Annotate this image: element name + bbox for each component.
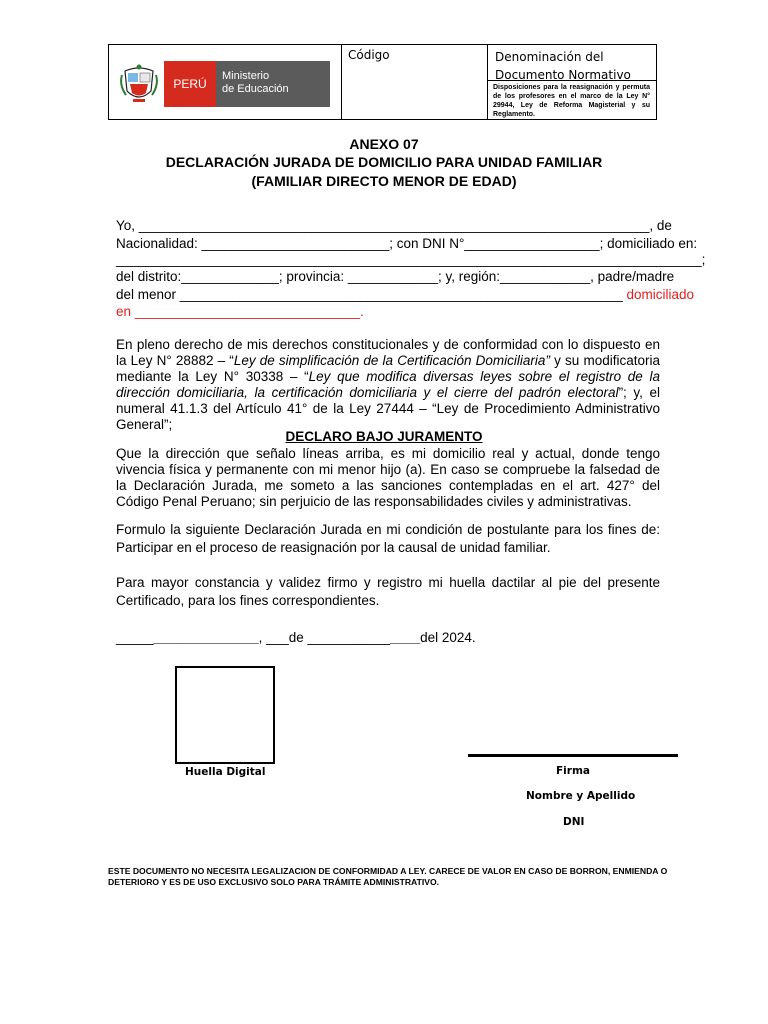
declaro-heading: DECLARO BAJO JURAMENTO: [285, 429, 483, 444]
constancia-paragraph: Para mayor constancia y validez firmo y registro mi huella dactilar al pie del presente Certificado, para los fines correspondientes.: [116, 575, 660, 608]
legal-text-3: ”; y, el numeral 41.1.3 del Artículo 41° de la Ley 27444 – “Ley de Procedimiento Administrativo General”;: [116, 385, 660, 432]
peru-label: PERÚ: [164, 61, 216, 107]
legal-law-title-2: Ley que modifica diversas leyes sobre el registro de la dirección domiciliaria, la certificación domiciliaria y el cierre del padrón electoral: [116, 369, 660, 400]
form-line-address: ______________________________________________________________________________;: [116, 252, 706, 267]
date-blank-1: _____: [116, 630, 154, 645]
minor-text: del menor ___________________________________________________________: [116, 287, 623, 302]
date-blank-4: ____: [390, 630, 421, 645]
date-line: [116, 630, 660, 646]
denomination-title: Denominación del Documento Normativo: [495, 50, 631, 82]
document-header-table: [108, 44, 657, 120]
fingerprint-box: [175, 666, 275, 764]
fingerprint-label: Huella Digital: [185, 766, 266, 778]
date-blank-3: , ___de ___________: [258, 630, 391, 645]
date-blank-2: ______________: [153, 630, 259, 645]
minedu-logo: [116, 61, 330, 107]
declaro-paragraph: Que la dirección que señalo líneas arriba, es mi domicilio real y actual, donde tengo vivencia física y permanente con mi menor hijo (a). En caso se compruebe la falsedad de la Declaración Jurada, me someto a las sanciones contempladas en el art. 427° del Código Penal Peruano; sin perjuicio de las responsabilidades civiles y administrativas.: [116, 446, 660, 509]
annex-number: ANEXO 07: [349, 136, 419, 152]
date-year: del 2024.: [420, 630, 476, 645]
form-line-domicile: en ______________________________.: [116, 304, 364, 319]
peru-coat-of-arms-icon: [116, 61, 162, 107]
document-title: DECLARACIÓN JURADA DE DOMICILIO PARA UNIDAD FAMILIAR: [165, 154, 603, 170]
document-subtitle: (FAMILIAR DIRECTO MENOR DE EDAD): [251, 173, 517, 189]
logo-cell: [109, 45, 342, 119]
dni-label: DNI: [563, 816, 585, 828]
denomination-cell: [488, 45, 656, 119]
signature-line: [468, 754, 678, 757]
legal-law-title-1: Ley de simplificación de la Certificación Domiciliaria”: [233, 353, 550, 368]
domiciled-text: domiciliado: [622, 287, 695, 302]
code-cell: [342, 45, 488, 119]
form-line-name: Yo, ____________________________________________________________________, de: [116, 218, 672, 233]
ministry-line1: Ministerio: [222, 70, 270, 82]
formulo-paragraph: Formulo la siguiente Declaración Jurada en mi condición de postulante para los fines de: Participar en el proceso de reasignación por la causal de unidad familiar.: [116, 522, 660, 555]
code-label: Código: [348, 48, 390, 62]
form-line-district: del distrito:_____________; provincia: ____________; y, región:____________, padre/madre: [116, 269, 675, 284]
ministry-line2: de Educación: [222, 83, 289, 95]
footer-disclaimer: ESTE DOCUMENTO NO NECESITA LEGALIZACION DE CONFORMIDAD A LEY. CARECE DE VALOR EN CASO DE BORRON, ENMIENDA O DETERIORO Y ES DE USO EXCLUSIVO SOLO PARA TRÁMITE ADMINISTRATIVO.: [108, 866, 668, 887]
name-label: Nombre y Apellido: [526, 790, 636, 802]
denomination-divider: [488, 80, 656, 81]
form-line-nationality: Nacionalidad: _________________________; con DNI N°__________________; domiciliado en:: [116, 236, 698, 251]
signature-label: Firma: [556, 765, 590, 777]
legal-paragraph: [116, 337, 660, 433]
denomination-description: Disposiciones para la reasignación y permuta de los profesores en el marco de la Ley N° 29944, Ley de Reforma Magisterial y su Reglamento.: [493, 84, 650, 118]
ministry-label: [216, 61, 330, 107]
form-line-minor: [116, 287, 695, 303]
legal-text-2: y su modificatoria mediante la Ley N° 30338 – “: [116, 353, 660, 384]
legal-text-1: En pleno derecho de mis derechos constitucionales y de conformidad con lo dispuesto en la Ley N° 28882 – “: [116, 337, 660, 368]
